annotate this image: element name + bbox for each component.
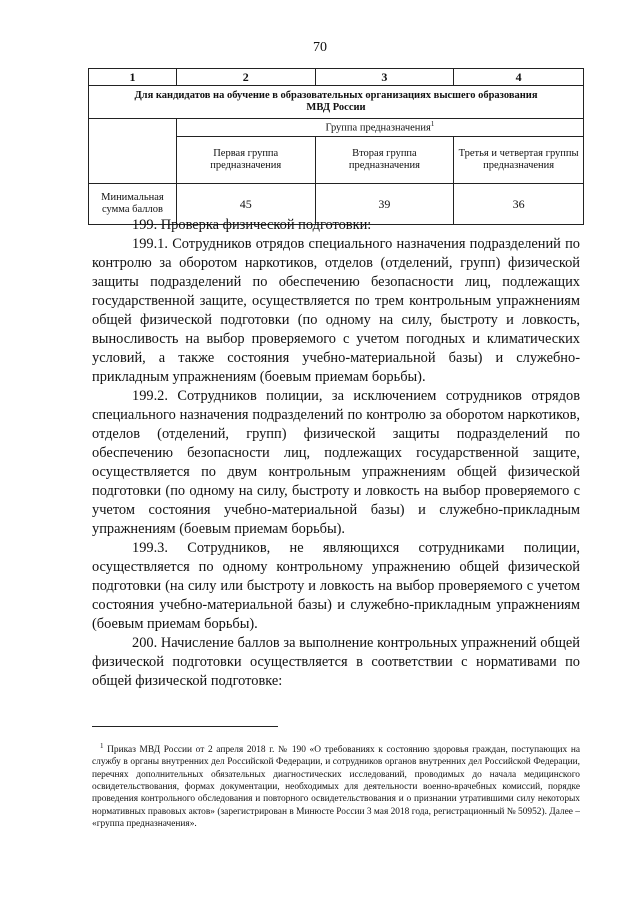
body-text xyxy=(92,216,580,691)
group-name: Вторая группа предназначения xyxy=(315,137,454,184)
group-header-label: Группа предназначения xyxy=(325,122,431,134)
table-title xyxy=(89,86,584,119)
column-number: 4 xyxy=(454,69,584,86)
page-number: 70 xyxy=(313,40,327,55)
footnote-divider xyxy=(92,726,278,727)
footnote-ref: 1 xyxy=(430,120,435,129)
footnote-mark: 1 xyxy=(100,742,104,750)
column-number: 3 xyxy=(315,69,454,86)
group-name: Третья и четвертая группы предназначения xyxy=(454,137,584,184)
column-number: 1 xyxy=(89,69,177,86)
group-header xyxy=(176,119,583,137)
paragraph: 199.3. Сотрудников, не являющихся сотрудниками полиции, осуществляется по одному контрольному упражнению общей физической подготовки (на силу или быстроту и ловкость на выбор проверяемого с учетом состояния учебно-материальной базы) и служебно-прикладным упражнениям (боевым приемам борьбы). xyxy=(92,540,580,632)
column-number-row xyxy=(89,69,584,86)
table-title-line-1: Для кандидатов на обучение в образовательных организациях высшего образования xyxy=(134,89,538,101)
paragraph: 199. Проверка физической подготовки: xyxy=(132,217,372,233)
empty-header-cell xyxy=(89,119,177,184)
minimum-score-table xyxy=(88,68,584,225)
paragraph: 199.2. Сотрудников полиции, за исключением сотрудников отрядов специального назначения подразделений по контролю за оборотом наркотиков, отделов (отделений, групп) физической защиты подразделений по обеспечению безопасности лиц, подлежащих государственной защите, осуществляется по двум контрольным упражнениям общей физической подготовки (по одному на силу, быстроту и ловкость на выбор проверяемого с учетом состояния учебно-материальной базы) и служебно-прикладным упражнениям (боевым приемам борьбы). xyxy=(92,388,580,537)
table-title-row xyxy=(89,86,584,119)
paragraph: 200. Начисление баллов за выполнение контрольных упражнений общей физической подготовки осуществляется в соответствии с нормативами по общей физической подготовке: xyxy=(92,635,580,689)
table-title-line-2: МВД России xyxy=(306,102,366,114)
score-value: 45 xyxy=(176,184,315,225)
score-value: 36 xyxy=(454,184,584,225)
footnote-text: Приказ МВД России от 2 апреля 2018 г. № 190 «О требованиях к состоянию здоровья граждан, поступающих на службу в органы внутренних дел Российской Федерации, и сотрудников органов внутренних дел Российской Федерации, перечнях дополнительных обязательных диагностических исследований, проводимых до начала медицинского освидетельствования, формах документации, необходимых для деятельности военно-врачебных комиссий, порядке проведения контрольного обследования и повторного освидетельствования и о признании утратившими силу некоторых нормативных правовых актов» (зарегистрирован в Минюсте России 3 мая 2018 года, регистрационный № 50952). Далее – «группа предназначения». xyxy=(92,745,580,829)
column-number: 2 xyxy=(176,69,315,86)
footnote xyxy=(92,740,580,830)
row-label: Минимальная сумма баллов xyxy=(89,184,177,225)
group-name: Первая группа предназначения xyxy=(176,137,315,184)
paragraph: 199.1. Сотрудников отрядов специального назначения подразделений по контролю за оборотом наркотиков, отделов (отделений, групп) физической защиты подразделений по обеспечению безопасности лиц, подлежащих государственной защите, осуществляется по трем контрольным упражнениям общей физической подготовки (по одному на силу, быстроту и ловкость, выносливость на выбор проверяемого с учетом погодных и климатических условий, а также состояния учебно-материальной базы) и служебно-прикладным упражнениям (боевым приемам борьбы). xyxy=(92,236,580,385)
score-value: 39 xyxy=(315,184,454,225)
group-header-row xyxy=(89,119,584,137)
